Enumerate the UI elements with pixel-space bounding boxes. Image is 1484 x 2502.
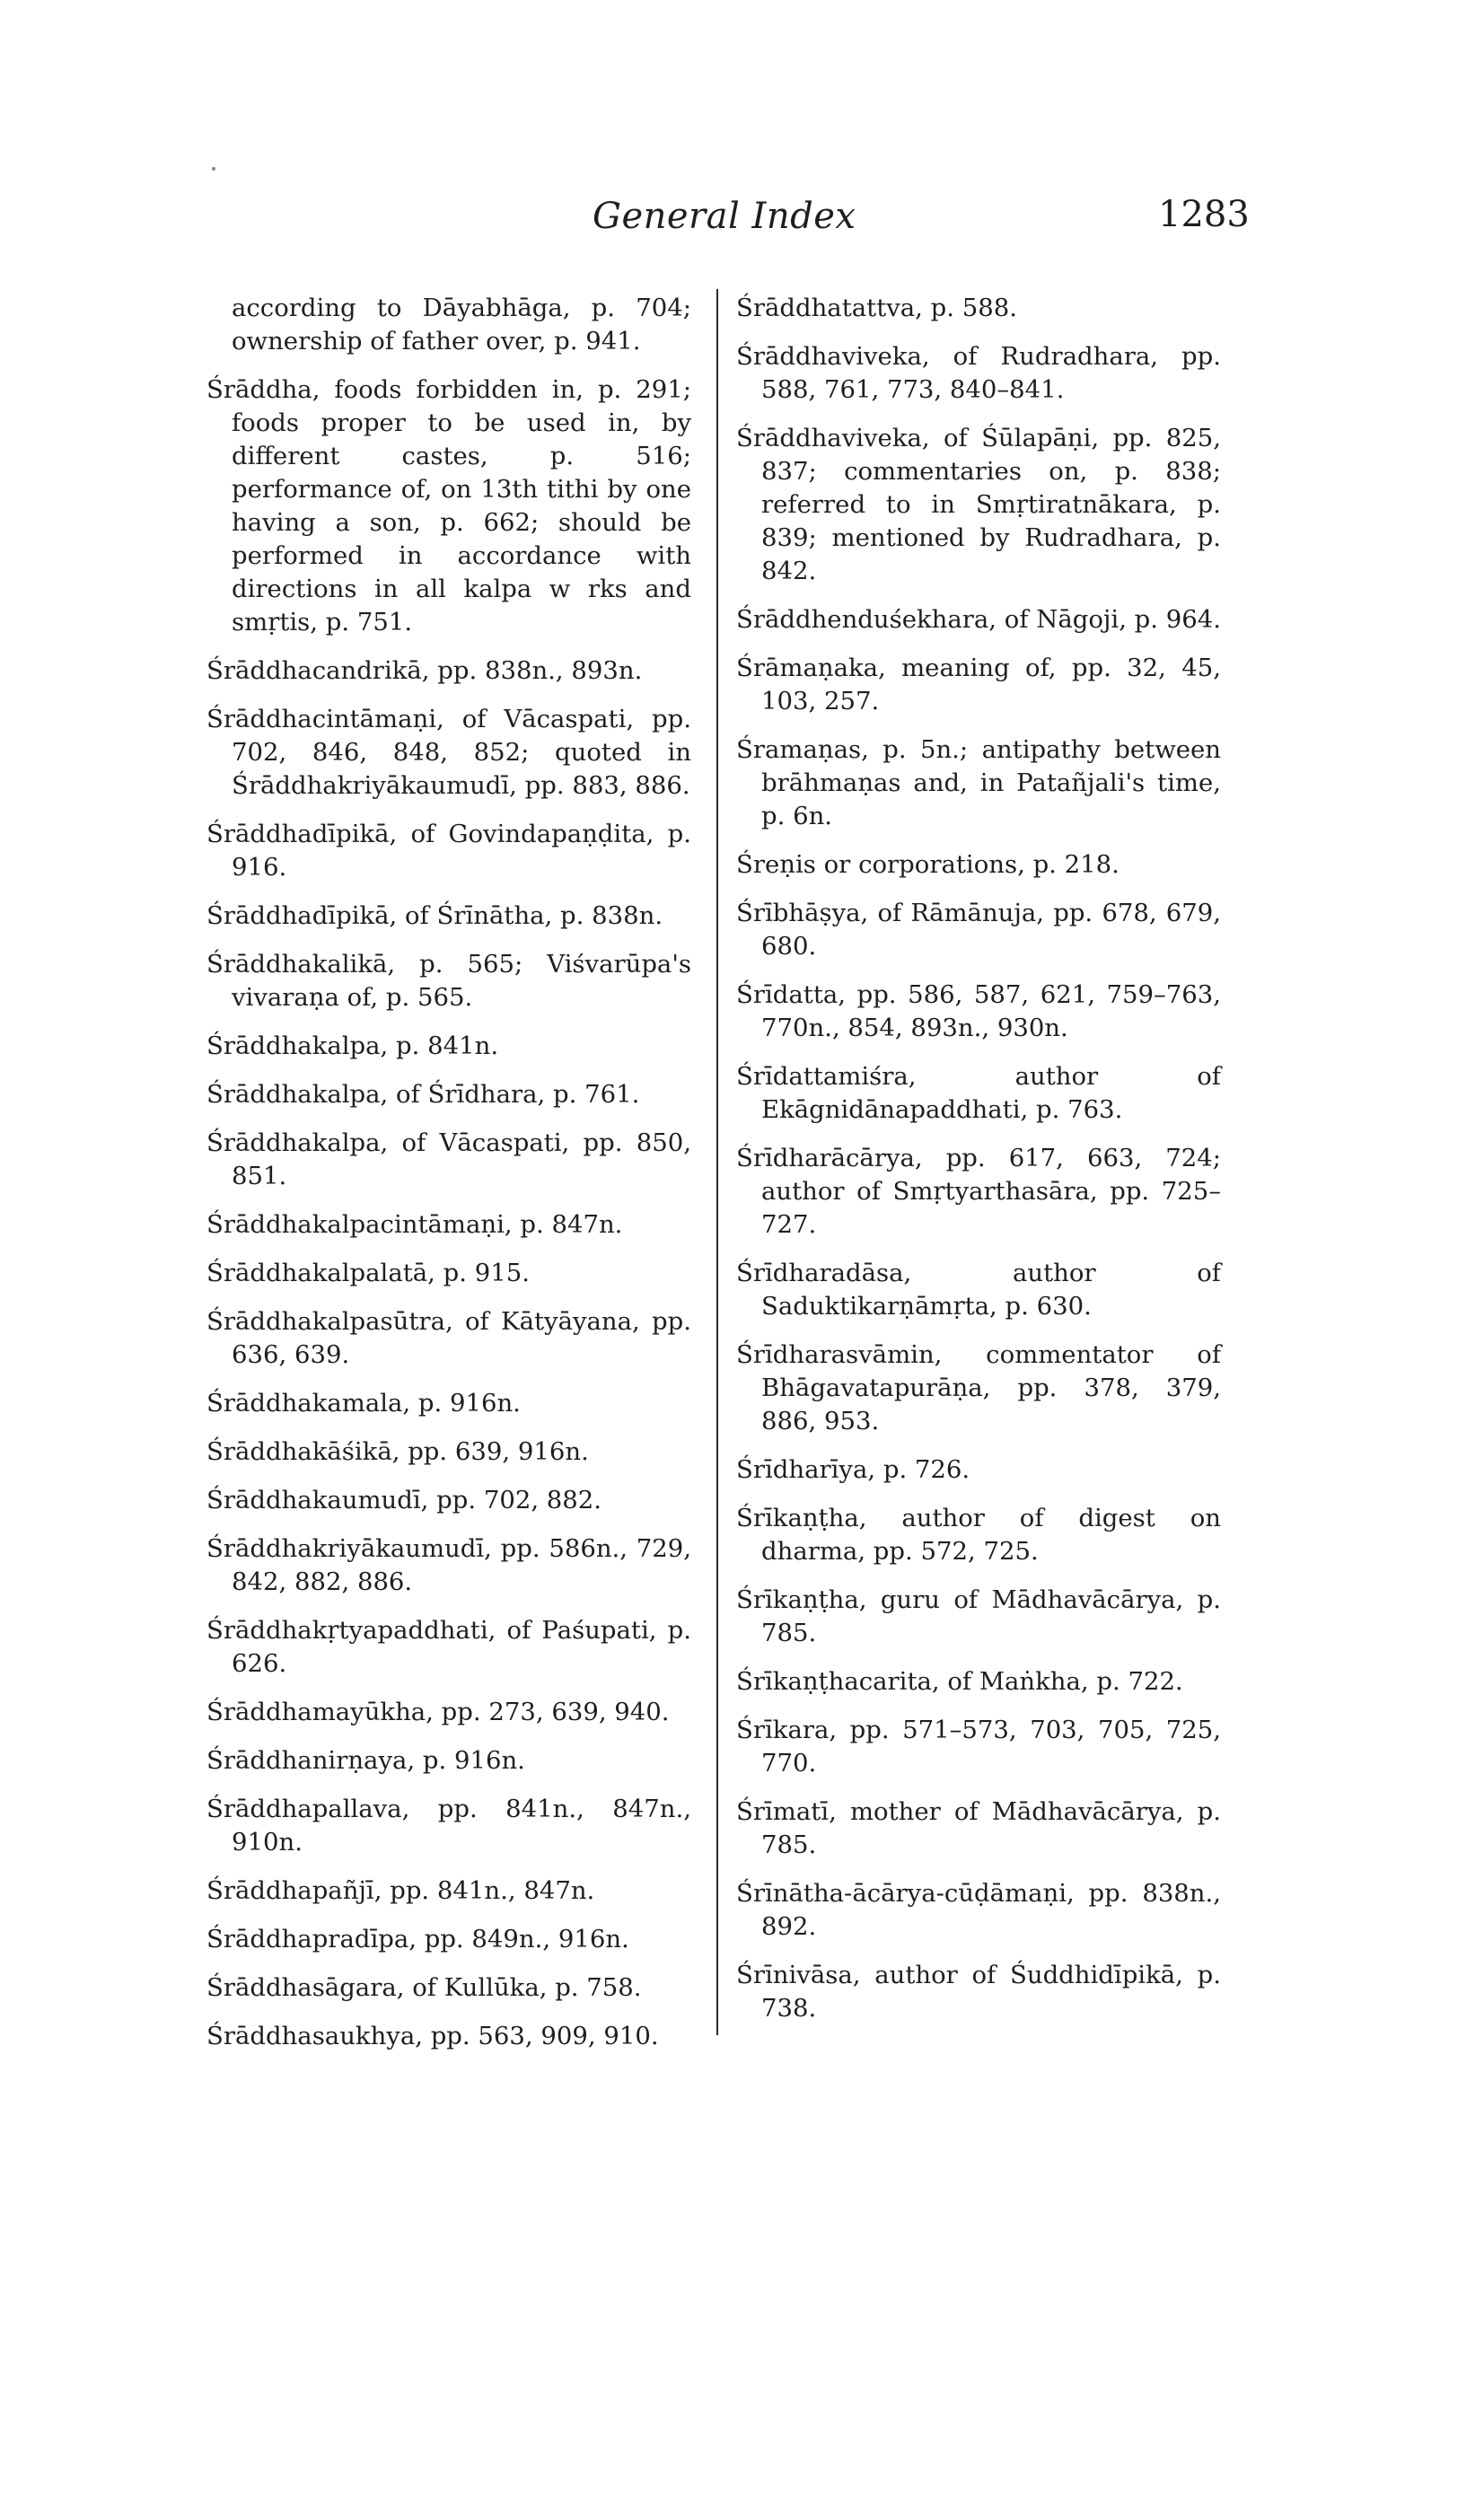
index-entry: Śrīnivāsa, author of Śuddhidīpikā, p. 738.: [736, 1961, 1221, 2023]
index-entry: Śrīdatta, pp. 586, 587, 621, 759–763, 770n., 854, 893n., 930n.: [736, 980, 1221, 1042]
index-entry: Śrīkaṇṭha, guru of Mādhavācārya, p. 785.: [736, 1585, 1221, 1647]
index-entry: Śreṇis or corporations, p. 218.: [736, 850, 1120, 879]
page-header: [0, 196, 1484, 259]
index-entry: Śrīdharadāsa, author of Saduktikarṇāmṛta, p. 630.: [736, 1259, 1221, 1321]
index-entry: Śrāddhakṛtyapaddhati, of Paśupati, p. 626.: [206, 1616, 691, 1678]
index-entry: Śrāddhadīpikā, of Śrīnātha, p. 838n.: [206, 901, 663, 930]
column-divider: [716, 289, 718, 2035]
index-column-left: [206, 292, 691, 2068]
index-entry: Śrāddhaviveka, of Śūlapāṇi, pp. 825, 837; commentaries on, p. 838; referred to in Smṛtiratnākara, p. 839; mentioned by Rudradhara, p. 842.: [736, 424, 1221, 585]
index-entry: Śrāddhakalpa, of Śrīdhara, p. 761.: [206, 1080, 640, 1109]
index-entry: according to Dāyabhāga, p. 704; ownership of father over, p. 941.: [232, 294, 691, 356]
index-entry: Śrāddhenduśekhara, of Nāgoji, p. 964.: [736, 605, 1221, 634]
index-entry: Śrāddhapradīpa, pp. 849n., 916n.: [206, 1925, 629, 1953]
index-column-right: [736, 292, 1221, 2041]
index-entry: Śrāddhakāśikā, pp. 639, 916n.: [206, 1437, 589, 1466]
index-entry: Śrāddhaviveka, of Rudradhara, pp. 588, 761, 773, 840–841.: [736, 342, 1221, 404]
index-entry: Śrāddhakalpalatā, p. 915.: [206, 1259, 530, 1287]
index-entry: Śrāddhakamala, p. 916n.: [206, 1389, 521, 1418]
index-entry: Śrāddhatattva, p. 588.: [736, 294, 1017, 322]
index-entry: Śrāddhapallava, pp. 841n., 847n., 910n.: [206, 1795, 691, 1857]
index-entry: Śrīmatī, mother of Mādhavācārya, p. 785.: [736, 1797, 1221, 1859]
index-entry: Śrīkara, pp. 571–573, 703, 705, 725, 770.: [736, 1716, 1221, 1778]
index-entry: Śrīkaṇṭha, author of digest on dharma, pp. 572, 725.: [736, 1504, 1221, 1566]
index-entry: Śrīdharīya, p. 726.: [736, 1455, 970, 1484]
index-entry: Śrāddhakaumudī, pp. 702, 882.: [206, 1486, 602, 1514]
index-entry: Śrīkaṇṭhacarita, of Maṅkha, p. 722.: [736, 1667, 1183, 1696]
page-number: 1283: [1158, 194, 1250, 235]
index-entry: Śrāddhakalpacintāmaṇi, p. 847n.: [206, 1210, 623, 1239]
index-entry: Śrāddhasaukhya, pp. 563, 909, 910.: [206, 2022, 659, 2050]
index-entry: Śrāddhakriyākaumudī, pp. 586n., 729, 842, 882, 886.: [206, 1534, 691, 1596]
index-entry: Śrāddhasāgara, of Kullūka, p. 758.: [206, 1973, 642, 2002]
index-entry: Śrāddhakalikā, p. 565; Viśvarūpa's vivaraṇa of, p. 565.: [206, 950, 691, 1012]
page-speck: [212, 167, 215, 171]
index-entry: Śrāddhakalpa, of Vācaspati, pp. 850, 851.: [206, 1128, 691, 1190]
index-entry: Śrībhāṣya, of Rāmānuja, pp. 678, 679, 680.: [736, 899, 1221, 961]
index-entry: Śrāddhadīpikā, of Govindapaṇḍita, p. 916.: [206, 820, 691, 882]
index-entry: Śrāddha, foods forbidden in, p. 291; foods proper to be used in, by different castes, p. 516; performance of, on 13th tithi by one having a son, p. 662; should be performed in accordance with directions in all kalpa w rks and smṛtis, p. 751.: [206, 375, 691, 636]
index-entry: Śrīdharasvāmin, commentator of Bhāgavatapurāṇa, pp. 378, 379, 886, 953.: [736, 1340, 1221, 1435]
index-entry: Śrāddhanirṇaya, p. 916n.: [206, 1746, 525, 1775]
index-entry: Śrīnātha-ācārya-cūḍāmaṇi, pp. 838n., 892.: [736, 1879, 1221, 1941]
index-entry: Śrīdattamiśra, author of Ekāgnidānapaddhati, p. 763.: [736, 1062, 1221, 1124]
index-entry: Śrīdharācārya, pp. 617, 663, 724; author of Smṛtyarthasāra, pp. 725–727.: [736, 1144, 1221, 1239]
index-entry: Śramaṇas, p. 5n.; antipathy between brāhmaṇas and, in Patañjali's time, p. 6n.: [736, 735, 1221, 830]
running-title: General Index: [593, 196, 856, 237]
index-entry: Śrāmaṇaka, meaning of, pp. 32, 45, 103, 257.: [736, 654, 1221, 715]
index-entry: Śrāddhakalpa, p. 841n.: [206, 1032, 499, 1060]
index-entry: Śrāddhamayūkha, pp. 273, 639, 940.: [206, 1698, 670, 1726]
index-entry: Śrāddhapañjī, pp. 841n., 847n.: [206, 1876, 595, 1905]
index-entry: Śrāddhakalpasūtra, of Kātyāyana, pp. 636, 639.: [206, 1307, 691, 1369]
index-entry: Śrāddhacandrikā, pp. 838n., 893n.: [206, 656, 643, 685]
index-entry: Śrāddhacintāmaṇi, of Vācaspati, pp. 702, 846, 848, 852; quoted in Śrāddhakriyākaumudī, pp. 883, 886.: [206, 705, 691, 800]
